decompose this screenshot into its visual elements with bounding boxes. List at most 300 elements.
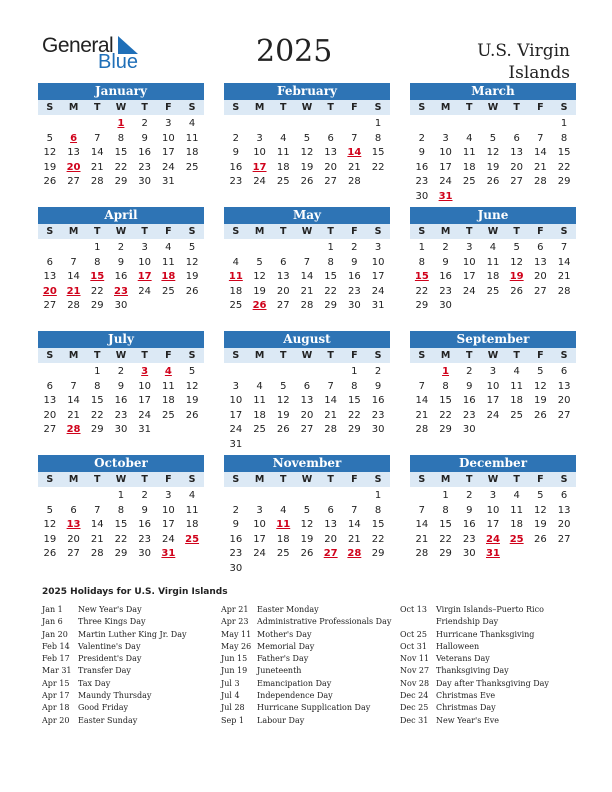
holiday-name: New Year's Day — [78, 605, 142, 614]
holiday-day-cell: 21 — [66, 285, 81, 297]
day-cell: 31 — [162, 176, 175, 187]
day-cell: 20 — [534, 271, 547, 282]
day-grid — [410, 487, 576, 562]
holiday-name: Emancipation Day — [257, 678, 332, 688]
day-cell: 7 — [351, 132, 358, 144]
day-cell: 7 — [327, 380, 334, 392]
day-cell: 24 — [229, 424, 243, 435]
day-cell: 4 — [280, 132, 287, 144]
holiday-row — [221, 715, 411, 727]
day-cell: 7 — [418, 380, 426, 392]
holiday-row — [400, 641, 590, 653]
day-cell: 6 — [560, 490, 568, 501]
day-cell: 2 — [232, 132, 240, 144]
weekday-label: M — [440, 350, 451, 361]
day-cell: 18 — [510, 519, 524, 530]
weekday-label: T — [466, 350, 473, 361]
day-cell: 12 — [510, 256, 524, 268]
day-cell: 30 — [439, 300, 452, 311]
day-cell: 2 — [351, 242, 358, 253]
day-cell: 1 — [351, 366, 358, 377]
day-cell: 7 — [303, 256, 311, 268]
holiday-row — [221, 641, 411, 653]
holiday-name: Day after Thanksgiving Day — [436, 678, 549, 688]
day-cell: 28 — [90, 548, 104, 559]
day-cell: 13 — [557, 380, 571, 392]
day-cell: 3 — [489, 366, 497, 377]
day-cell: 3 — [165, 118, 172, 129]
day-cell: 27 — [67, 548, 80, 559]
day-cell: 19 — [300, 533, 314, 545]
day-cell: 6 — [327, 504, 334, 516]
day-cell: 22 — [114, 161, 128, 173]
day-cell: 24 — [162, 533, 175, 545]
day-cell: 18 — [486, 271, 500, 282]
weekday-row — [38, 100, 204, 115]
holiday-date: Apr 18 — [42, 703, 70, 713]
month-header: January — [38, 83, 204, 100]
holiday-name: Friendship Day — [436, 617, 499, 627]
day-cell: 30 — [114, 300, 128, 311]
day-cell: 18 — [253, 409, 266, 421]
weekday-label: T — [280, 350, 287, 361]
day-cell: 3 — [256, 504, 263, 516]
month-july — [38, 331, 204, 438]
weekday-label: M — [254, 102, 265, 113]
day-grid — [38, 487, 204, 562]
day-cell: 8 — [117, 132, 125, 144]
holiday-name: Easter Monday — [257, 605, 319, 614]
day-cell: 13 — [510, 147, 524, 158]
day-cell: 9 — [466, 504, 473, 516]
holiday-date: Apr 15 — [42, 678, 70, 688]
day-cell: 30 — [229, 562, 243, 574]
day-cell: 18 — [276, 161, 290, 173]
day-cell: 9 — [117, 256, 125, 268]
day-cell: 26 — [300, 176, 314, 187]
weekday-label: T — [141, 102, 148, 113]
day-cell: 11 — [462, 147, 476, 158]
day-cell: 11 — [510, 504, 524, 516]
day-cell: 29 — [114, 176, 128, 187]
day-cell: 10 — [253, 519, 266, 530]
day-cell: 24 — [486, 409, 500, 421]
empty-day-cell — [85, 117, 109, 132]
day-cell: 2 — [466, 490, 473, 501]
day-cell: 27 — [276, 300, 290, 311]
weekday-row — [410, 472, 576, 487]
holiday-row — [400, 629, 590, 641]
day-cell: 5 — [303, 504, 311, 516]
holiday-name: Thanksgiving Day — [436, 666, 509, 676]
day-cell: 18 — [229, 285, 243, 297]
holiday-date: Apr 17 — [42, 691, 70, 701]
weekday-label: W — [115, 102, 127, 113]
holiday-day-cell: 1 — [117, 118, 125, 129]
holiday-date: Oct 25 — [400, 629, 427, 639]
day-cell: 20 — [557, 395, 571, 406]
day-cell: 8 — [374, 504, 382, 516]
holiday-day-cell: 17 — [252, 161, 267, 173]
empty-day-cell — [319, 365, 343, 380]
day-cell: 25 — [229, 300, 243, 311]
day-grid — [38, 363, 204, 438]
holiday-day-cell: 13 — [66, 519, 81, 530]
weekday-label: T — [94, 350, 101, 361]
weekday-label: W — [487, 226, 499, 237]
day-cell: 9 — [351, 256, 358, 268]
day-cell: 6 — [46, 380, 54, 392]
day-cell: 16 — [415, 161, 429, 173]
day-cell: 17 — [138, 395, 152, 406]
day-cell: 22 — [415, 285, 429, 297]
day-cell: 29 — [114, 548, 128, 559]
day-cell: 25 — [486, 285, 500, 297]
weekday-label: S — [188, 102, 196, 113]
day-cell: 6 — [303, 380, 311, 392]
weekday-label: S — [232, 474, 240, 485]
day-cell: 3 — [374, 242, 382, 253]
day-cell: 2 — [466, 366, 473, 377]
day-cell: 19 — [534, 395, 547, 406]
day-cell: 15 — [439, 519, 452, 530]
day-cell: 13 — [324, 519, 338, 530]
empty-day-cell — [62, 489, 86, 504]
empty-day-cell — [224, 117, 248, 132]
day-cell: 14 — [67, 395, 80, 406]
empty-day-cell — [224, 489, 248, 504]
month-may — [224, 207, 390, 314]
weekday-row — [224, 100, 390, 115]
holiday-name: Martin Luther King Jr. Day — [78, 629, 187, 639]
weekday-label: S — [46, 350, 54, 361]
day-cell: 12 — [534, 380, 547, 392]
weekday-label: S — [232, 226, 240, 237]
holiday-row — [400, 616, 590, 628]
day-cell: 6 — [560, 366, 568, 377]
day-cell: 4 — [232, 256, 240, 268]
day-cell: 24 — [253, 176, 266, 187]
day-cell: 24 — [462, 285, 476, 297]
day-cell: 23 — [138, 161, 152, 173]
holiday-date: Jan 6 — [42, 617, 63, 627]
day-cell: 10 — [486, 504, 500, 516]
holiday-date: Apr 20 — [42, 715, 70, 725]
weekday-label: F — [351, 350, 358, 361]
day-cell: 15 — [557, 147, 571, 158]
holiday-day-cell: 11 — [228, 271, 243, 282]
day-cell: 22 — [90, 285, 104, 297]
day-cell: 24 — [439, 176, 452, 187]
day-cell: 15 — [324, 271, 338, 282]
holiday-day-cell: 20 — [66, 161, 81, 173]
day-cell: 22 — [439, 533, 452, 545]
holiday-name: Hurricane Thanksgiving — [436, 629, 535, 639]
day-cell: 6 — [70, 504, 77, 516]
day-cell: 16 — [462, 395, 476, 406]
holiday-day-cell: 28 — [66, 424, 81, 435]
day-cell: 21 — [67, 409, 80, 421]
day-cell: 13 — [67, 147, 80, 158]
day-cell: 28 — [300, 300, 314, 311]
holiday-row — [42, 641, 232, 653]
weekday-label: S — [560, 474, 568, 485]
day-cell: 17 — [439, 161, 452, 173]
day-cell: 8 — [442, 380, 449, 392]
weekday-label: T — [466, 474, 473, 485]
day-cell: 19 — [185, 271, 199, 282]
holiday-date: Oct 13 — [400, 605, 427, 614]
day-cell: 17 — [462, 271, 476, 282]
holiday-name: Three Kings Day — [78, 617, 146, 627]
month-header: July — [38, 331, 204, 348]
day-cell: 15 — [348, 395, 361, 406]
day-cell: 1 — [117, 490, 125, 501]
empty-day-cell — [271, 365, 295, 380]
weekday-label: S — [46, 102, 54, 113]
day-cell: 5 — [188, 242, 196, 253]
day-cell: 27 — [43, 424, 57, 435]
day-cell: 1 — [94, 366, 101, 377]
holiday-date: Mar 31 — [42, 666, 72, 676]
weekday-label: T — [466, 226, 473, 237]
day-cell: 5 — [46, 504, 54, 516]
day-cell: 23 — [229, 176, 243, 187]
day-cell: 18 — [185, 519, 199, 530]
weekday-label: S — [188, 474, 196, 485]
holiday-day-cell: 3 — [141, 366, 149, 377]
day-grid — [410, 115, 576, 204]
day-cell: 29 — [348, 424, 361, 435]
day-cell: 28 — [415, 548, 429, 559]
day-cell: 19 — [486, 161, 500, 173]
day-cell: 2 — [117, 366, 125, 377]
day-cell: 10 — [138, 380, 152, 392]
day-cell: 22 — [439, 409, 452, 421]
day-cell: 25 — [162, 285, 175, 297]
day-cell: 3 — [165, 490, 172, 501]
day-cell: 30 — [462, 424, 476, 435]
holiday-date: Apr 21 — [221, 605, 249, 614]
month-header: April — [38, 207, 204, 224]
day-cell: 9 — [374, 380, 382, 392]
holiday-name: Hurricane Supplication Day — [257, 703, 371, 713]
day-cell: 15 — [114, 147, 128, 158]
day-cell: 26 — [185, 285, 199, 297]
empty-day-cell — [38, 489, 62, 504]
day-cell: 23 — [415, 176, 429, 187]
weekday-label: T — [327, 350, 334, 361]
day-cell: 8 — [351, 380, 358, 392]
day-cell: 5 — [256, 256, 263, 268]
weekday-label: S — [374, 226, 382, 237]
holiday-date: Jun 19 — [221, 666, 248, 676]
month-february — [224, 83, 390, 190]
day-cell: 9 — [442, 256, 449, 268]
day-cell: 2 — [442, 242, 449, 253]
day-cell: 30 — [138, 548, 152, 559]
empty-day-cell — [410, 365, 434, 380]
empty-day-cell — [38, 117, 62, 132]
day-cell: 3 — [466, 242, 473, 253]
day-cell: 6 — [46, 256, 54, 268]
holiday-row — [400, 604, 590, 616]
day-cell: 4 — [165, 242, 172, 253]
day-cell: 18 — [462, 161, 476, 173]
day-cell: 27 — [67, 176, 80, 187]
day-cell: 20 — [300, 409, 314, 421]
region-title-line2: Islands — [508, 63, 570, 83]
empty-day-cell — [248, 489, 272, 504]
day-cell: 18 — [162, 395, 175, 406]
day-cell: 16 — [229, 533, 243, 545]
weekday-label: T — [327, 474, 334, 485]
day-cell: 13 — [324, 147, 338, 158]
weekday-label: T — [513, 350, 520, 361]
day-cell: 12 — [276, 395, 290, 406]
day-cell: 29 — [324, 300, 338, 311]
holiday-day-cell: 17 — [137, 271, 152, 282]
holiday-column — [221, 604, 411, 727]
day-cell: 4 — [489, 242, 497, 253]
day-cell: 25 — [185, 161, 199, 173]
day-cell: 25 — [276, 176, 290, 187]
day-cell: 9 — [418, 147, 426, 158]
day-cell: 23 — [439, 285, 452, 297]
day-cell: 7 — [70, 256, 77, 268]
holiday-row — [400, 665, 590, 677]
day-cell: 11 — [185, 132, 199, 144]
weekday-row — [410, 100, 576, 115]
empty-day-cell — [248, 365, 272, 380]
weekday-label: F — [165, 350, 172, 361]
day-cell: 23 — [371, 409, 385, 421]
month-march — [410, 83, 576, 204]
day-cell: 14 — [324, 395, 338, 406]
day-cell: 10 — [138, 256, 152, 268]
day-cell: 11 — [185, 504, 199, 516]
day-cell: 21 — [300, 285, 314, 297]
holiday-day-cell: 28 — [347, 548, 362, 559]
day-cell: 8 — [442, 504, 449, 516]
weekday-label: F — [351, 226, 358, 237]
month-january — [38, 83, 204, 190]
day-cell: 25 — [276, 548, 290, 559]
day-cell: 14 — [90, 147, 104, 158]
holiday-name: Mother's Day — [257, 629, 312, 639]
day-cell: 29 — [415, 300, 429, 311]
weekday-label: F — [537, 102, 544, 113]
holiday-day-cell: 11 — [276, 519, 291, 530]
empty-day-cell — [271, 241, 295, 256]
region-title-line1: U.S. Virgin — [477, 41, 570, 61]
holiday-day-cell: 23 — [114, 285, 128, 297]
weekday-label: S — [560, 102, 568, 113]
holiday-row — [42, 616, 232, 628]
day-cell: 5 — [46, 132, 54, 144]
day-cell: 9 — [141, 504, 148, 516]
weekday-label: S — [418, 102, 426, 113]
holiday-row — [400, 715, 590, 727]
day-cell: 23 — [462, 533, 476, 545]
day-cell: 6 — [280, 256, 287, 268]
day-cell: 27 — [324, 176, 338, 187]
day-cell: 24 — [138, 285, 152, 297]
day-cell: 12 — [486, 147, 500, 158]
day-cell: 8 — [560, 132, 568, 144]
day-cell: 2 — [141, 118, 148, 129]
holiday-date: Feb 14 — [42, 641, 70, 651]
holiday-date: Jun 15 — [221, 654, 248, 664]
empty-day-cell — [295, 241, 319, 256]
weekday-row — [410, 224, 576, 239]
empty-day-cell — [295, 117, 319, 132]
day-cell: 20 — [324, 533, 338, 545]
day-cell: 10 — [162, 132, 175, 144]
day-cell: 26 — [534, 533, 547, 545]
month-august — [224, 331, 390, 452]
day-cell: 30 — [371, 424, 385, 435]
holiday-name: Valentine's Day — [78, 641, 141, 651]
day-cell: 28 — [90, 176, 104, 187]
day-cell: 12 — [43, 519, 57, 530]
empty-day-cell — [529, 117, 553, 132]
day-cell: 9 — [232, 519, 240, 530]
weekday-label: S — [232, 350, 240, 361]
empty-day-cell — [457, 117, 481, 132]
holiday-day-cell: 24 — [486, 533, 500, 545]
weekday-label: T — [141, 226, 148, 237]
weekday-label: F — [537, 226, 544, 237]
holiday-name: Memorial Day — [257, 641, 315, 651]
weekday-label: S — [188, 350, 196, 361]
day-cell: 16 — [138, 147, 152, 158]
day-cell: 22 — [90, 409, 104, 421]
holiday-name: Easter Sunday — [78, 715, 138, 725]
day-cell: 14 — [67, 271, 80, 282]
empty-day-cell — [481, 117, 505, 132]
holiday-name: Juneteenth — [257, 666, 302, 676]
holiday-date: May 11 — [221, 629, 252, 639]
day-cell: 27 — [510, 176, 524, 187]
day-cell: 19 — [185, 395, 199, 406]
day-cell: 13 — [43, 271, 57, 282]
day-cell: 19 — [276, 409, 290, 421]
day-cell: 1 — [374, 490, 382, 501]
holiday-row — [400, 653, 590, 665]
empty-day-cell — [343, 489, 367, 504]
day-cell: 19 — [43, 533, 57, 545]
weekday-label: F — [537, 474, 544, 485]
day-cell: 28 — [557, 285, 571, 297]
holiday-row — [42, 678, 232, 690]
day-cell: 27 — [43, 300, 57, 311]
day-cell: 11 — [162, 380, 175, 392]
empty-day-cell — [62, 117, 86, 132]
holiday-name: Labour Day — [257, 715, 305, 725]
day-cell: 16 — [348, 271, 361, 282]
day-cell: 19 — [300, 161, 314, 173]
holiday-day-cell: 31 — [438, 190, 453, 202]
month-november — [224, 455, 390, 576]
empty-day-cell — [410, 117, 434, 132]
month-header: September — [410, 331, 576, 348]
day-cell: 23 — [138, 533, 152, 545]
day-cell: 15 — [114, 519, 128, 530]
day-cell: 10 — [486, 380, 500, 392]
day-cell: 20 — [510, 161, 524, 173]
day-cell: 13 — [534, 256, 547, 268]
